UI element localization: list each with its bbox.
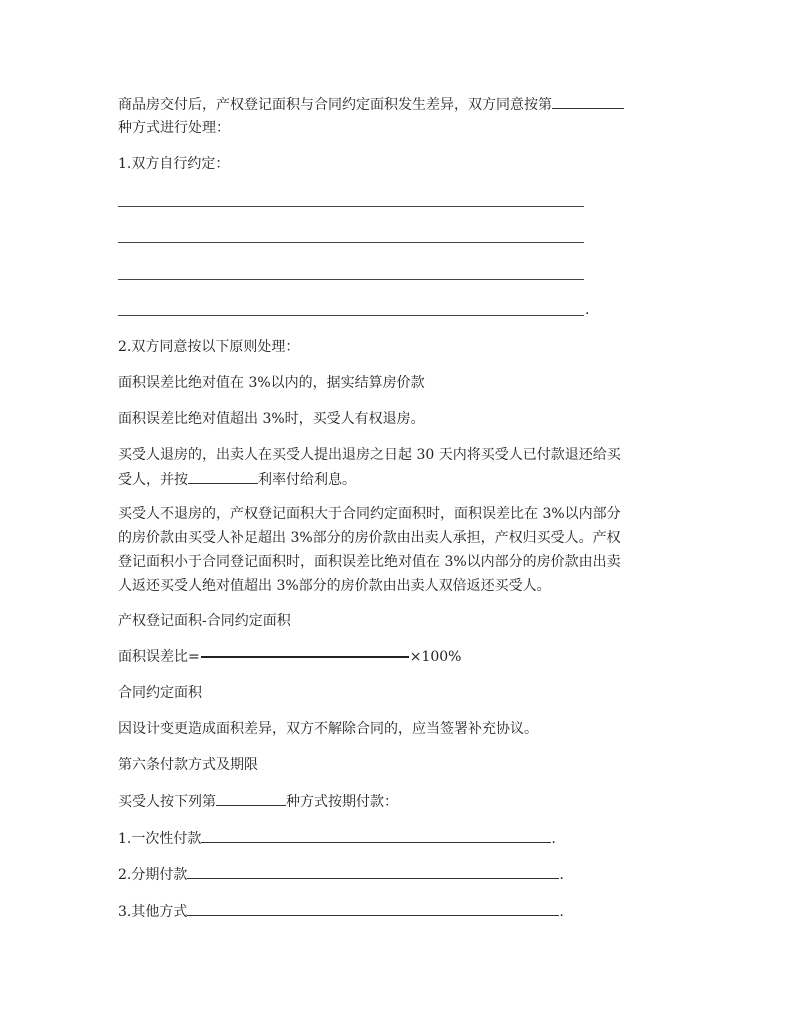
- payment-intro-tail: 种方式按期付款：: [286, 794, 398, 810]
- refund-line-1: 买受人退房的，出卖人在买受人提出退房之日起 30 天内将买受人已付款退还给买: [118, 447, 621, 463]
- formula-denominator: 合同约定面积: [118, 685, 202, 701]
- interest-rate-blank[interactable]: [188, 467, 258, 484]
- keep-house-line-3: 登记面积小于合同登记面积时，面积误差比绝对值在 3%以内部分的房价款由出卖: [118, 554, 621, 570]
- other-method-blank[interactable]: [187, 899, 559, 916]
- payment-option-end: .: [559, 867, 564, 883]
- formula-line: [118, 645, 462, 669]
- custom-terms-blank-line-1[interactable]: [118, 206, 584, 207]
- payment-intro: [118, 789, 398, 814]
- installment-blank[interactable]: [187, 862, 559, 879]
- design-change-clause: 因设计变更造成面积差异，双方不解除合同的，应当签署补充协议。: [118, 721, 538, 737]
- payment-option-end: .: [559, 904, 564, 920]
- custom-terms-blank-line-4[interactable]: [118, 315, 584, 316]
- option1-title: 1.双方自行约定：: [118, 156, 230, 172]
- payment-option-other: [118, 899, 564, 924]
- keep-house-line-4: 人返还买受人绝对值超出 3%部分的房价款由出卖人双倍返还买受人。: [118, 578, 551, 594]
- area-intro-line1: [118, 92, 624, 117]
- payment-option-lump-sum: [118, 826, 556, 851]
- payment-method-number-blank[interactable]: [216, 789, 286, 806]
- payment-option-label: 3.其他方式: [118, 904, 188, 920]
- method-number-blank[interactable]: [552, 92, 624, 109]
- option1-end-period: .: [585, 302, 590, 318]
- refund-line-2-text: 受人，并按: [118, 472, 188, 488]
- area-intro-text: 商品房交付后，产权登记面积与合同约定面积发生差异，双方同意按第: [118, 97, 552, 113]
- formula-right: ×100%: [409, 649, 462, 665]
- payment-option-installment: [118, 862, 564, 887]
- payment-option-label: 2.分期付款: [118, 867, 188, 883]
- custom-terms-blank-line-3[interactable]: [118, 279, 584, 280]
- payment-heading: 第六条付款方式及期限: [118, 757, 258, 773]
- rule-over-3-percent: 面积误差比绝对值超出 3%时，买受人有权退房。: [118, 411, 425, 427]
- payment-intro-text: 买受人按下列第: [118, 794, 216, 810]
- keep-house-line-2: 的房价款由买受人补足超出 3%部分的房价款由出卖人承担，产权归买受人。产权: [118, 530, 621, 546]
- formula-left: 面积误差比=: [118, 649, 200, 665]
- keep-house-line-1: 买受人不退房的，产权登记面积大于合同约定面积时，面积误差比在 3%以内部分: [118, 506, 621, 522]
- payment-option-label: 1.一次性付款: [118, 831, 202, 847]
- area-intro-line2: 种方式进行处理：: [118, 120, 230, 136]
- custom-terms-blank-line-2[interactable]: [118, 242, 584, 243]
- lump-sum-blank[interactable]: [201, 826, 551, 843]
- rule-within-3-percent: 面积误差比绝对值在 3%以内的，据实结算房价款: [118, 375, 425, 391]
- payment-option-end: .: [551, 831, 556, 847]
- fraction-bar: [201, 656, 409, 658]
- refund-line-2-tail: 利率付给利息。: [258, 472, 356, 488]
- formula-numerator: 产权登记面积-合同约定面积: [118, 613, 291, 629]
- refund-line-2: [118, 467, 356, 492]
- option2-title: 2.双方同意按以下原则处理：: [118, 339, 300, 355]
